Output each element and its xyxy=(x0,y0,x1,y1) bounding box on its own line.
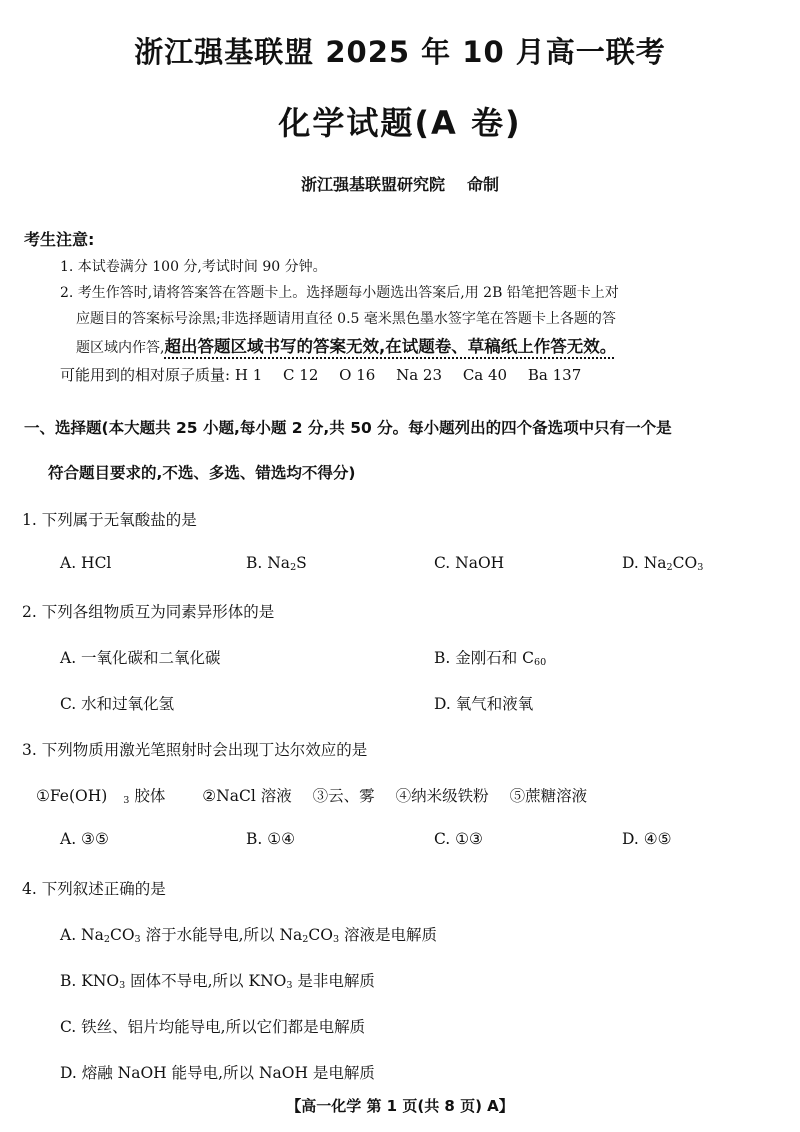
question-4-stem: 4. 下列叙述正确的是 xyxy=(22,880,166,898)
notice-item-2-line-2: 应题目的答案标号涂黑;非选择题请用直径 0.5 毫米黑色墨水签字笔在答题卡上各题的答 xyxy=(76,311,616,327)
author-role: 命制 xyxy=(467,175,500,194)
notice-item-1: 1. 本试卷满分 100 分,考试时间 90 分钟。 xyxy=(60,259,327,275)
question-3-items xyxy=(36,784,603,806)
q1-option-d: D. $Na_2CO_3$ xyxy=(622,554,704,573)
page-footer: 【高一化学 第 1 页(共 8 页) A】 xyxy=(286,1097,514,1115)
q4-option-d: D. 熔融 NaOH 能导电,所以 NaOH 是电解质 xyxy=(60,1064,375,1082)
q3-option-a: A. ③⑤ xyxy=(60,830,109,848)
q4-option-b: B. $KNO_3$ 固体不导电,所以 $KNO_3$ 是非电解质 xyxy=(60,972,375,991)
mass-ba: Ba 137 xyxy=(527,366,582,384)
question-2-stem: 2. 下列各组物质互为同素异形体的是 xyxy=(22,603,275,621)
q3-option-d: D. ④⑤ xyxy=(622,830,672,848)
q2-option-a: A. 一氧化碳和二氧化碳 xyxy=(60,649,221,667)
masses-label: 可能用到的相对原子质量: xyxy=(60,366,231,384)
question-3-stem: 3. 下列物质用激光笔照射时会出现丁达尔效应的是 xyxy=(22,741,368,759)
q3-item-5: ⑤蔗糖溶液 xyxy=(509,787,588,805)
notice-emphasis: 超出答题区域书写的答案无效,在试题卷、草稿纸上作答无效。 xyxy=(164,337,617,356)
q3-option-c: C. ①③ xyxy=(434,830,483,848)
question-3-options xyxy=(60,830,740,854)
q1-option-c: C. NaOH xyxy=(434,554,505,572)
q1-option-b: B. $Na_2S$ xyxy=(246,554,307,573)
question-1-stem: 1. 下列属于无氧酸盐的是 xyxy=(22,511,197,529)
mass-h: H 1 xyxy=(234,366,263,384)
q4-option-c: C. 铁丝、铝片均能导电,所以它们都是电解质 xyxy=(60,1018,366,1036)
author-line xyxy=(0,172,800,195)
exam-subtitle: 化学试题(A 卷) xyxy=(278,104,522,142)
mass-o: O 16 xyxy=(339,366,376,384)
exam-title: 浙江强基联盟 2025 年 10 月高一联考 xyxy=(134,35,666,69)
notice-item-2-line-1: 2. 考生作答时,请将答案答在答题卡上。选择题每小题选出答案后,用 2B 铅笔把答题卡上对 xyxy=(60,285,619,301)
q3-option-b: B. ①④ xyxy=(246,830,296,848)
notice-item-2-line-3 xyxy=(76,333,616,357)
q2-option-c: C. 水和过氧化氢 xyxy=(60,695,175,713)
q4-option-a: A. $Na_2CO_3$ 溶于水能导电,所以 $Na_2CO_3$ 溶液是电解质 xyxy=(60,926,437,945)
question-1-options xyxy=(60,554,740,578)
notice-heading: 考生注意: xyxy=(24,230,95,249)
q3-item-4: ④纳米级铁粉 xyxy=(395,787,489,805)
section-heading-line-2: 符合题目要求的,不选、多选、错选均不得分) xyxy=(48,464,356,482)
notice-item-2-prefix: 题区域内作答, xyxy=(76,340,165,356)
question-2-options-row-2 xyxy=(60,692,740,716)
author-name: 浙江强基联盟研究院 xyxy=(300,175,445,194)
q1-option-a: A. HCl xyxy=(60,554,112,572)
q3-item-1: ①Fe(OH) $_3$ 胶体 xyxy=(36,787,166,806)
atomic-masses xyxy=(60,364,597,385)
mass-na: Na 23 xyxy=(396,366,443,384)
q2-option-b: B. 金刚石和 $C_{60}$ xyxy=(434,649,547,668)
section-heading-line-1: 一、选择题(本大题共 25 小题,每小题 2 分,共 50 分。每小题列出的四个备选项中只有一个是 xyxy=(24,419,672,437)
q2-option-d: D. 氧气和液氧 xyxy=(434,695,534,713)
mass-ca: Ca 40 xyxy=(462,366,508,384)
q3-item-3: ③云、雾 xyxy=(312,787,375,805)
question-2-options-row-1 xyxy=(60,646,740,670)
mass-c: C 12 xyxy=(283,366,319,384)
q3-item-2: ②NaCl 溶液 xyxy=(202,787,292,805)
